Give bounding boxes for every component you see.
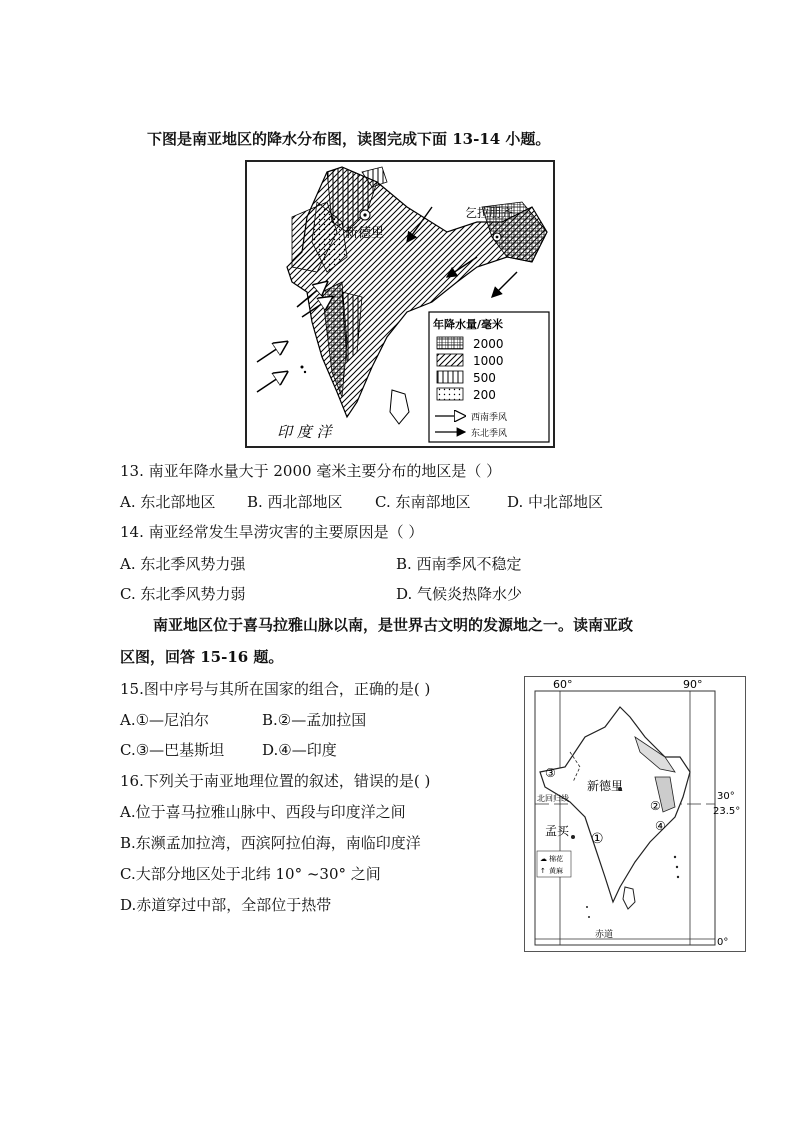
mumbai-marker — [571, 835, 575, 839]
legend-label-200: 200 — [473, 388, 496, 402]
q16-option-a: A.位于喜马拉雅山脉中、西段与印度洋之间 — [120, 803, 406, 821]
q13-stem: 13. 南亚年降水量大于 2000 毫米主要分布的地区是（ ） — [120, 462, 502, 480]
q13-option-b: B. 西北部地区 — [247, 493, 343, 511]
delhi-label: 新德里 — [345, 226, 385, 241]
legend-swatch-200 — [437, 388, 463, 400]
q13-option-d: D. 中北部地区 — [507, 493, 604, 511]
legend-cotton-icon: ☁ — [540, 855, 547, 863]
q13-option-c: C. 东南部地区 — [375, 493, 471, 511]
delhi-label: 新德里 — [587, 779, 624, 793]
rainfall-map — [245, 160, 555, 448]
sri-lanka-island — [390, 390, 409, 424]
lat-30-label: 30° — [717, 791, 735, 802]
q13-option-a: A. 东北部地区 — [120, 493, 216, 511]
legend-title: 年降水量/毫米 — [433, 318, 504, 331]
legend-cotton-label: 棉花 — [549, 855, 563, 863]
q15-option-c: C.③—巴基斯坦 — [120, 741, 225, 759]
q16-stem: 16.下列关于南亚地理位置的叙述，错误的是( ) — [120, 772, 431, 790]
q16-option-d: D.赤道穿过中部，全部位于热带 — [120, 896, 332, 914]
mumbai-label: 孟买 — [545, 824, 570, 838]
lat-0-label: 0° — [717, 937, 729, 948]
q15-option-b: B.②—孟加拉国 — [262, 711, 367, 729]
lat-23-label: 23.5° — [713, 806, 741, 817]
intro-text-2-line1: 南亚地区位于喜马拉雅山脉以南，是世界古文明的发源地之一。读南亚政 — [153, 616, 634, 634]
political-map — [524, 676, 746, 952]
lon-90-label: 90° — [683, 678, 703, 691]
q14-option-d: D. 气候炎热降水少 — [396, 585, 523, 603]
equator-label: 赤道 — [595, 930, 614, 940]
legend-sw-label: 西南季风 — [471, 413, 508, 423]
q16-option-b: B.东濒孟加拉湾，西滨阿拉伯海，南临印度洋 — [120, 834, 421, 852]
q16-option-c: C.大部分地区处于北纬 10° ~30° 之间 — [120, 865, 381, 883]
legend-ne-label: 东北季风 — [471, 429, 508, 439]
q14-stem: 14. 南亚经常发生旱涝灾害的主要原因是（ ） — [120, 523, 424, 541]
legend-swatch-500 — [437, 371, 463, 383]
label-num-1: ① — [591, 831, 604, 847]
legend-label-2000: 2000 — [473, 337, 504, 351]
label-num-2: ② — [650, 799, 661, 813]
legend-jute-label: 黄麻 — [549, 867, 563, 875]
legend-swatch-1000 — [437, 354, 463, 366]
label-num-4: ④ — [655, 819, 666, 833]
legend-jute-icon: ↑ — [540, 867, 546, 875]
tropic-label: 北回归线 — [537, 794, 569, 803]
southwest-monsoon-arrow — [257, 372, 287, 392]
q14-option-b: B. 西南季风不稳定 — [396, 555, 522, 573]
legend-label-500: 500 — [473, 371, 496, 385]
political-map-svg — [525, 677, 745, 951]
cherrapunji-label: 乞拉朋齐 — [465, 206, 514, 220]
indian-ocean-label: 印 度 洋 — [277, 423, 332, 441]
rainfall-map-svg — [247, 162, 553, 446]
lon-60-label: 60° — [553, 678, 573, 691]
q15-option-a: A.①—尼泊尔 — [120, 711, 210, 729]
intro-text-1: 下图是南亚地区的降水分布图，读图完成下面 13-14 小题。 — [147, 130, 551, 148]
q15-stem: 15.图中序号与其所在国家的组合，正确的是( ) — [120, 680, 431, 698]
q14-option-a: A. 东北季风势力强 — [120, 555, 246, 573]
q15-option-d: D.④—印度 — [262, 741, 337, 759]
intro-text-2-line2: 区图，回答 15-16 题。 — [120, 648, 284, 666]
label-num-3: ③ — [545, 766, 556, 780]
legend-label-1000: 1000 — [473, 354, 504, 368]
legend-swatch-2000 — [437, 337, 463, 349]
q14-option-c: C. 东北季风势力弱 — [120, 585, 246, 603]
